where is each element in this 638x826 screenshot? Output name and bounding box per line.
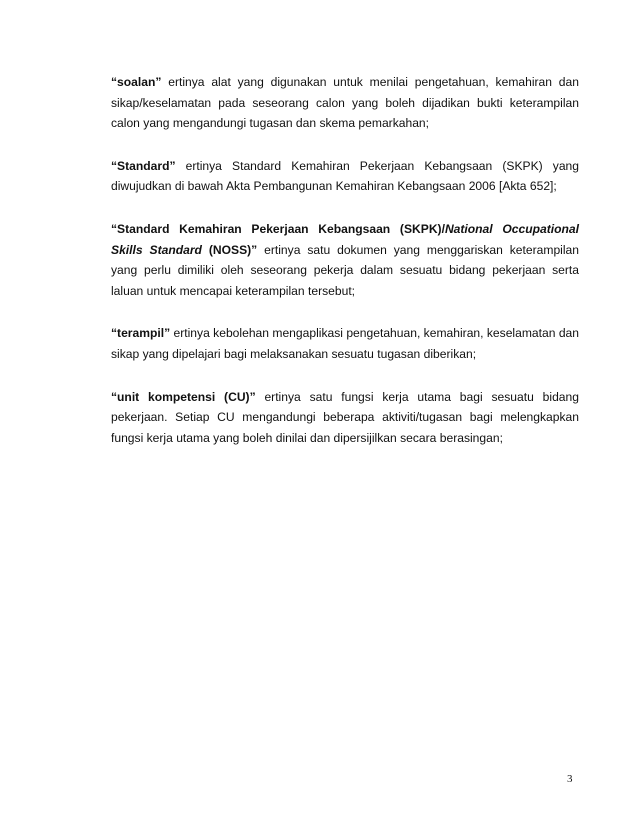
- definition-body: ertinya kebolehan mengaplikasi pengetahuan, kemahiran, keselamatan dan sikap yang dipelajari bagi melaksanakan sesuatu tugasan diberikan;: [111, 326, 579, 361]
- page-number: 3: [567, 773, 573, 785]
- definition-term: “Standard Kemahiran Pekerjaan Kebangsaan (SKPK)/: [111, 221, 445, 236]
- definition-soalan: [111, 72, 579, 134]
- definition-term-suffix: (NOSS)”: [201, 242, 258, 257]
- definition-body: ertinya alat yang digunakan untuk menilai pengetahuan, kemahiran dan sikap/keselamatan pada seseorang calon yang boleh dijadikan bukti keterampilan calon yang mengandungi tugasan dan skema pemarkahan;: [111, 75, 579, 131]
- definition-term: “terampil”: [111, 326, 171, 341]
- definition-body: ertinya Standard Kemahiran Pekerjaan Kebangsaan (SKPK) yang diwujudkan di bawah Akta Pembangunan Kemahiran Kebangsaan 2006 [Akta 652];: [111, 158, 579, 194]
- definition-term: “unit kompetensi (CU)”: [111, 389, 256, 404]
- definition-body: ertinya satu dokumen yang menggariskan keterampilan yang perlu dimiliki oleh seseorang pekerja dalam sesuatu bidang pekerjaan serta laluan untuk mencapai keterampilan tersebut;: [111, 242, 579, 298]
- definition-term: “soalan”: [111, 75, 162, 89]
- definition-term-italic: National Occupational Skills Standard: [111, 221, 579, 257]
- definition-term: “Standard”: [111, 158, 176, 173]
- definition-body: ertinya satu fungsi kerja utama bagi sesuatu bidang pekerjaan. Setiap CU mengandungi beberapa aktiviti/tugasan bagi melengkapkan fungsi kerja utama yang boleh dinilai dan dipersijilkan secara berasingan;: [111, 389, 579, 445]
- definition-terampil: [111, 323, 579, 364]
- definitions-list: [111, 72, 579, 448]
- definition-skpk-noss: [111, 219, 579, 301]
- definition-standard: [111, 156, 579, 197]
- definition-unit-kompetensi: [111, 387, 579, 449]
